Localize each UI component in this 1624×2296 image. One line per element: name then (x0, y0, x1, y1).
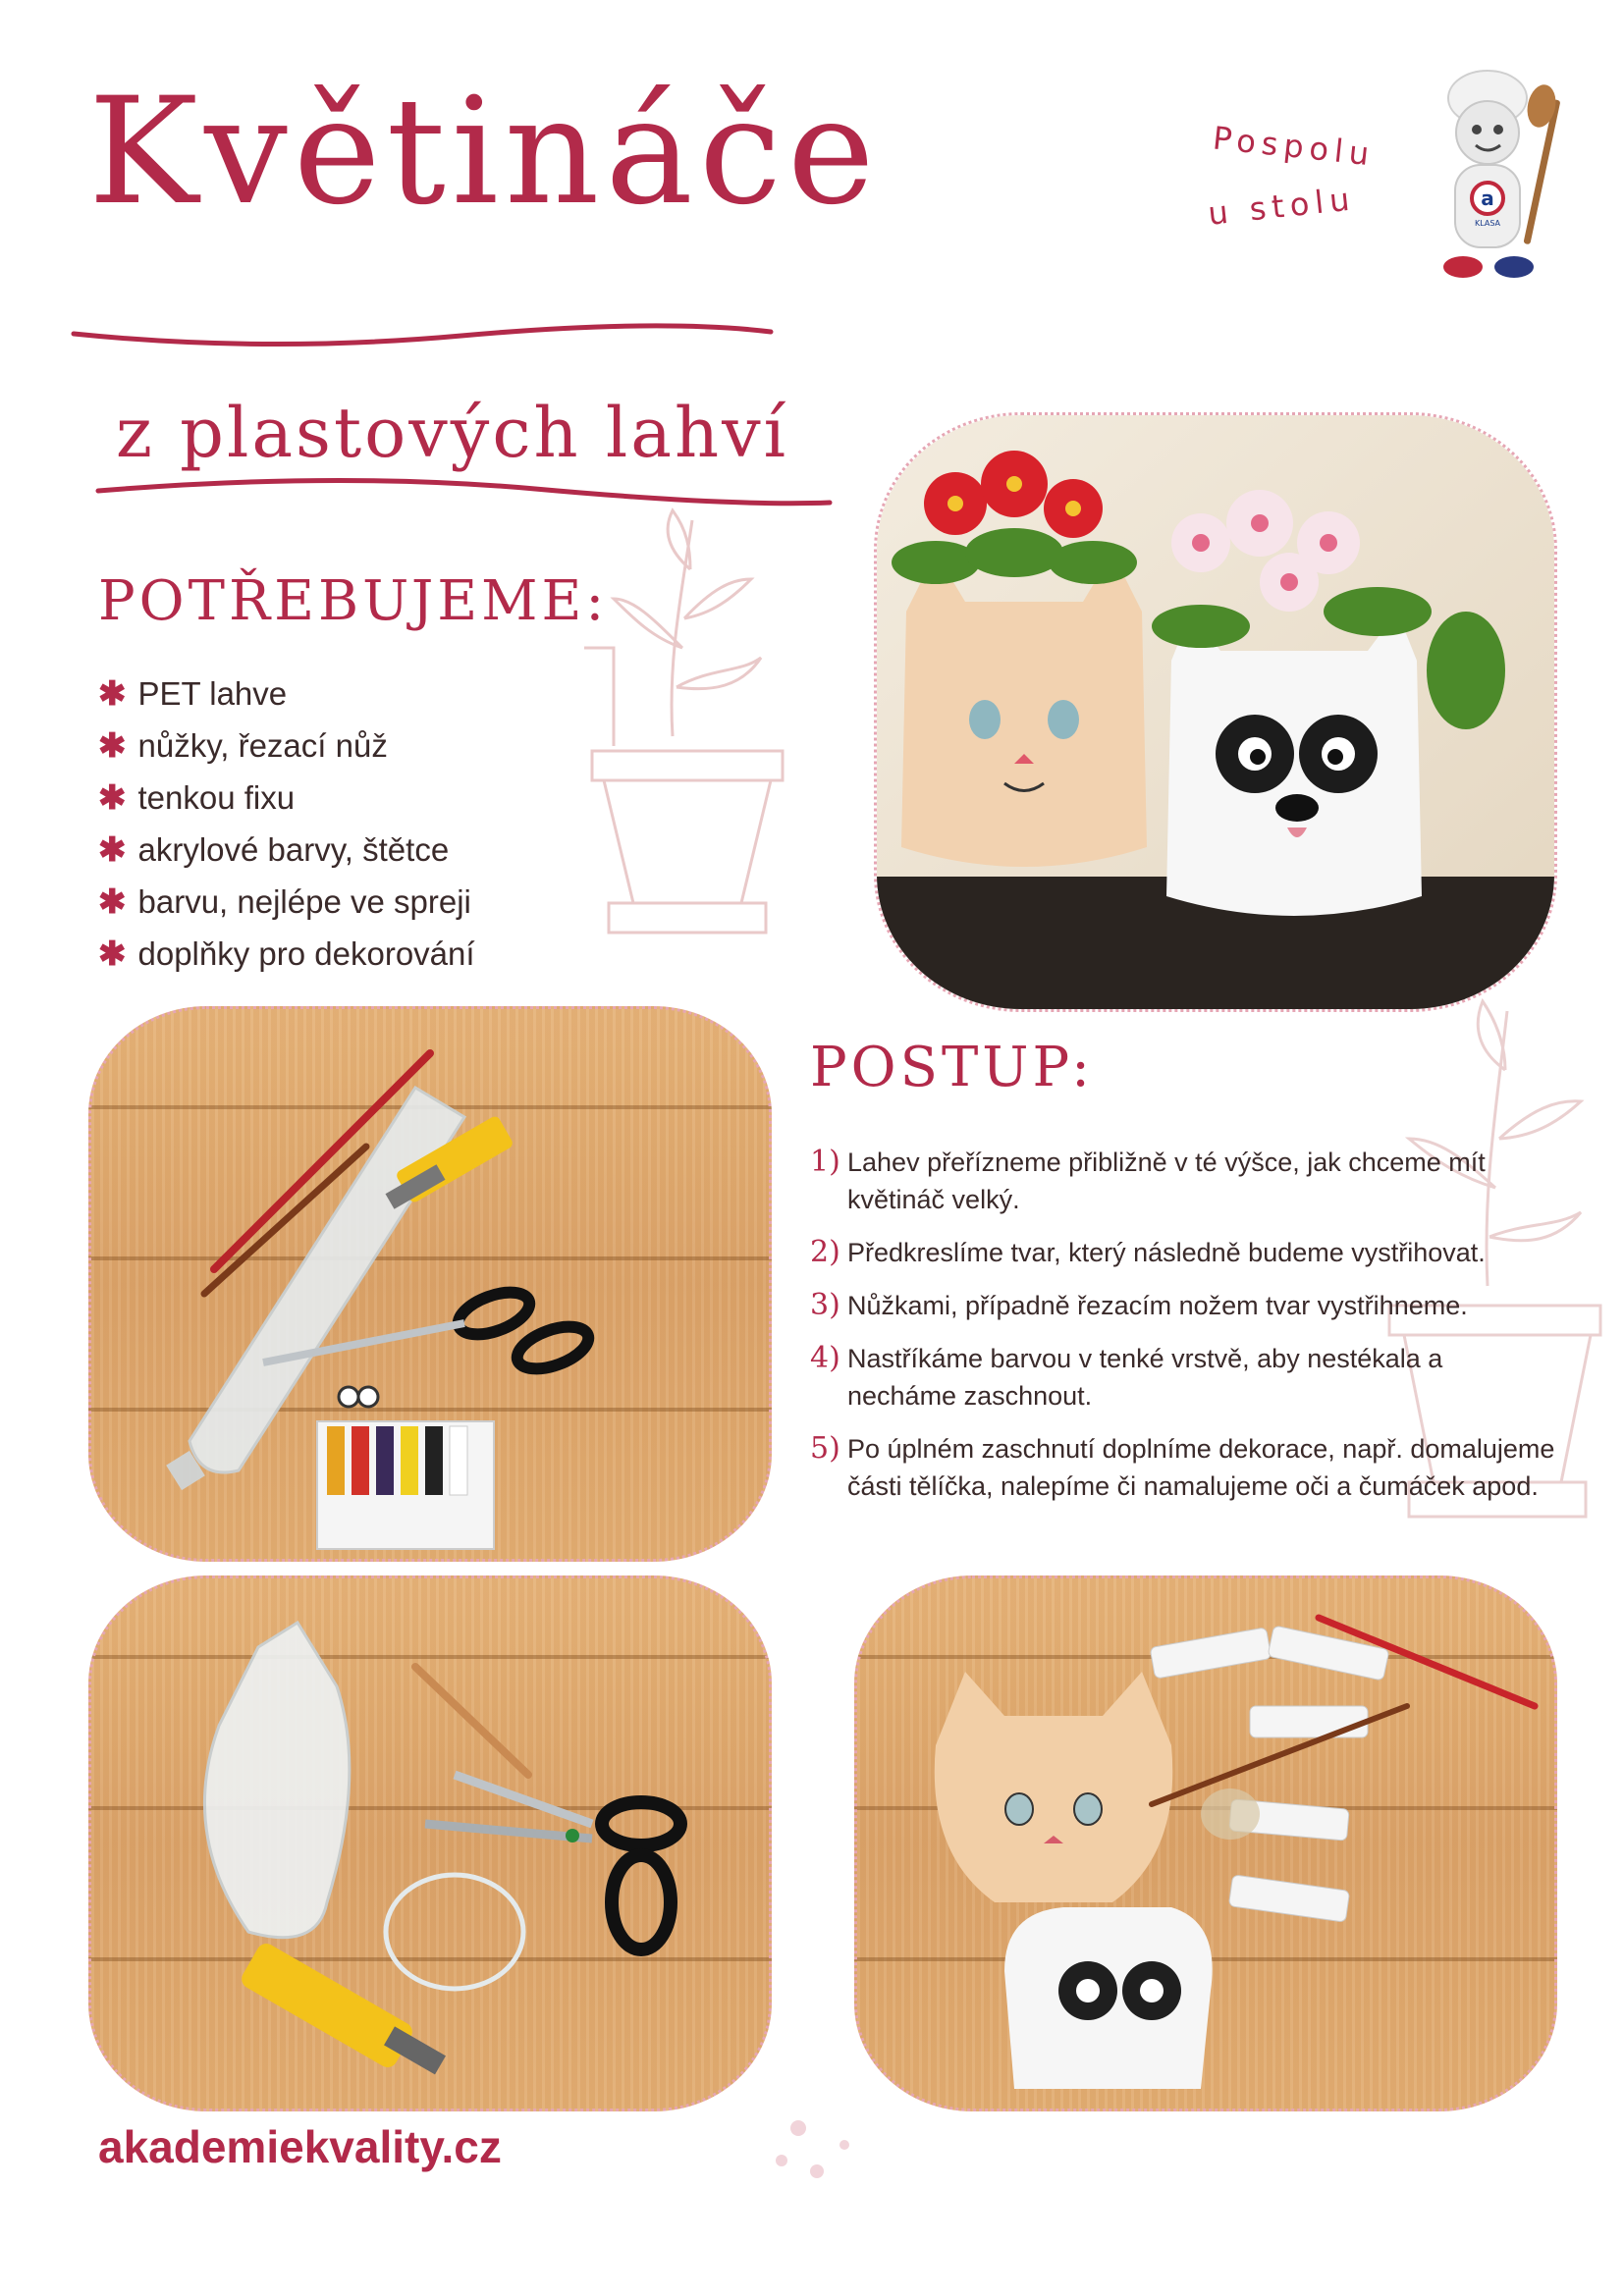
step-number: 5) (810, 1431, 840, 1466)
hero-photo (874, 412, 1557, 1012)
step-number: 2) (810, 1235, 840, 1269)
svg-text:a: a (1481, 187, 1494, 210)
step-number: 3) (810, 1288, 840, 1322)
asterisk-icon: ✱ (98, 675, 127, 713)
mascot-logo (1394, 59, 1591, 294)
slogan-line-2: u stolu (1206, 180, 1358, 233)
step-number: 4) (810, 1341, 840, 1375)
step-text: Nastříkáme barvou v tenké vrstvě, aby nestékala a necháme zaschnout. (847, 1344, 1443, 1411)
step-text: Nůžkami, případně řezacím nožem tvar vystřihneme. (847, 1291, 1468, 1320)
asterisk-icon: ✱ (98, 883, 127, 921)
website-link[interactable]: akademiekvality.cz (98, 2121, 502, 2172)
list-item: ✱ tenkou fixu (98, 779, 296, 817)
decor-dot (776, 2155, 787, 2166)
bottle-scissors-image (91, 1578, 769, 2109)
step-text: Předkreslíme tvar, který následně budeme vystřihovat. (847, 1238, 1486, 1267)
flower-pots-image (877, 415, 1554, 1009)
list-item: ✱ doplňky pro dekorování (98, 935, 475, 973)
asterisk-icon: ✱ (98, 727, 127, 765)
list-item: ✱ PET lahve (98, 675, 288, 713)
step-text: Lahev přeřízneme přibližně v té výšce, jak chceme mít květináč velký. (847, 1148, 1486, 1214)
logo-text: KLASA (1474, 219, 1501, 228)
step-item (810, 1287, 1556, 1324)
slogan-line-1: Pospolu (1211, 119, 1378, 174)
asterisk-icon: ✱ (98, 935, 127, 973)
step-item (810, 1144, 1556, 1218)
procedure-steps (810, 1144, 1556, 1521)
step-number: 1) (810, 1145, 840, 1179)
step-item (810, 1234, 1556, 1271)
page-title: Květináče (88, 67, 881, 238)
step-text: Po úplném zaschnutí doplníme dekorace, např. domalujeme části tělíčka, nalepíme či namalujeme oči a čumáček apod. (847, 1434, 1555, 1501)
page-subtitle: z plastových lahví (116, 393, 789, 473)
plant-sketch-icon (574, 501, 800, 952)
materials-image (91, 1009, 769, 1559)
slogan (1206, 119, 1378, 233)
needs-heading: POTŘEBUJEME: (98, 569, 609, 633)
list-item: ✱ barvu, nejlépe ve spreji (98, 883, 471, 921)
list-item: ✱ akrylové barvy, štětce (98, 831, 450, 869)
step-item (810, 1340, 1556, 1415)
list-item: ✱ nůžky, řezací nůž (98, 727, 388, 765)
decor-dot (810, 2164, 824, 2178)
decor-dot (839, 2140, 849, 2150)
asterisk-icon: ✱ (98, 831, 127, 869)
tools-photo (88, 1575, 772, 2111)
title-underline (69, 314, 776, 363)
painting-photo (854, 1575, 1557, 2111)
materials-photo (88, 1006, 772, 1562)
procedure-heading: POSTUP: (810, 1036, 1095, 1099)
asterisk-icon: ✱ (98, 779, 127, 817)
step-item (810, 1430, 1556, 1505)
decor-dot (790, 2120, 806, 2136)
needs-list (98, 667, 475, 980)
painting-pots-image (857, 1578, 1554, 2109)
